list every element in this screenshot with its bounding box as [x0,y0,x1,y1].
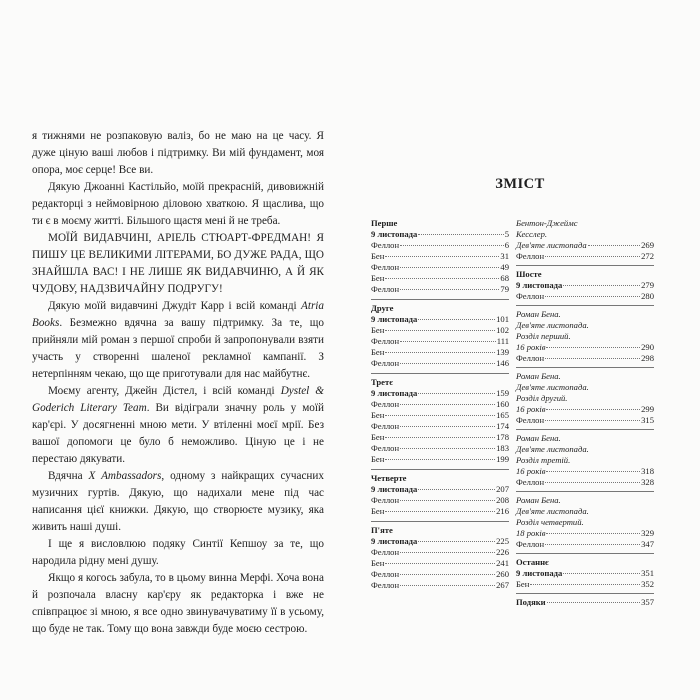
toc-entry-page: 208 [496,495,509,505]
toc-entry[interactable] [371,569,509,580]
toc-chapter-title: Роман Бена. [516,309,561,319]
toc-entry-label: Феллон [516,477,545,487]
toc-entry-label: Феллон [516,291,545,301]
toc-entry-label: 16 років [516,404,546,414]
toc-chapter-title: Роман Бена. [516,433,561,443]
toc-entry-label: Бен [371,432,385,442]
toc-entry-label: Бен [516,579,530,589]
divider [371,299,509,300]
toc-entry[interactable] [371,240,509,251]
toc-entry-page: 160 [496,399,509,409]
leader-dots [385,256,499,257]
leader-dots [418,541,495,542]
paragraph: МОЇЙ ВИДАВЧИНІ, АРІЕЛЬ СТЮАРТ-ФРЕДМАН! Я ПИШУ ЦЕ ВЕЛИКИМИ ЛІТЕРАМИ, БО ДУЖЕ РАДА, ЩО ЗНАЙШЛА ВАС! І НЕ ЛИШЕ ЯК ВИДАВЧИНЮ, А Й ЯК ЧУДОВУ, НАДЗВИЧАЙНУ ПОДРУГУ! [32,232,324,295]
toc-column-right [516,218,654,608]
toc-entry-label: Феллон [371,336,400,346]
toc-entry[interactable] [371,358,509,369]
divider [516,593,654,594]
toc-entry[interactable] [371,484,509,495]
toc-entry-page: 111 [496,336,509,346]
toc-entry-label: 9 листопада [516,280,563,290]
toc-entry-page: 347 [641,539,654,549]
toc-entry-label: Феллон [371,547,400,557]
toc-entry[interactable] [516,251,654,262]
leader-dots [400,404,495,405]
toc-entry-label: 9 листопада [371,314,418,324]
toc-entry[interactable] [516,291,654,302]
toc-entry[interactable] [371,251,509,262]
toc-entry-page: 199 [496,454,509,464]
toc-entry-label: Феллон [371,421,400,431]
toc-entry[interactable] [371,421,509,432]
toc-entry-label: Феллон [371,358,400,368]
toc-entry[interactable] [371,229,509,240]
toc-entry-label: Подяки [516,597,546,607]
divider [371,373,509,374]
toc-part-heading: Останнє [516,557,549,567]
toc-entry-label: 18 років [516,528,546,538]
leader-dots [400,341,496,342]
toc-entry-label: 16 років [516,466,546,476]
leader-dots [400,267,499,268]
divider [516,305,654,306]
toc-part [371,303,509,369]
toc-chapter-title: Дев'яте листопада. [516,444,589,454]
leader-dots [418,234,503,235]
toc-entry-page: 260 [496,569,509,579]
toc-entry-page: 279 [641,280,654,290]
toc-entry-page: 207 [496,484,509,494]
toc-chapter-title: Роман Бена. [516,371,561,381]
leader-dots [400,574,495,575]
leader-dots [400,585,495,586]
toc-entry[interactable] [371,454,509,465]
toc-entry[interactable] [516,539,654,550]
toc-entry[interactable] [516,568,654,579]
toc-part [371,473,509,517]
toc-title: ЗМІСТ [495,176,545,192]
toc-entry-page: 290 [641,342,654,352]
toc-entry-page: 5 [504,229,509,239]
toc-entry-page: 225 [496,536,509,546]
toc-entry-label: Бен [371,558,385,568]
paragraph: Дякую моїй видавчині Джудіт Карр і всій команді Atria Books. Безмежно вдячна за вашу підтримку. За те, що прийняли мій роман з першої спроби й запропонували взяти участь у створенні шаленої рекламної кампанії. З нетерпінням чекаю, що ще приготували для нас майбутнє. [32,300,324,380]
toc-entry-label: Бен [371,347,385,357]
leader-dots [546,409,640,410]
leader-dots [400,289,499,290]
toc-entry-page: 298 [641,353,654,363]
toc-entry-page: 68 [500,273,509,283]
toc-entry-page: 183 [496,443,509,453]
toc-entry-label: 16 років [516,342,546,352]
toc-entry-label: Феллон [371,443,400,453]
toc-entry[interactable] [371,506,509,517]
toc-entry-page: 146 [496,358,509,368]
paragraph: І ще я висловлюю подяку Синтії Кепшоу за те, що народила рідну мені душу. [32,538,324,567]
leader-dots [418,319,495,320]
toc-part-heading: Третє [371,377,393,387]
leader-dots [400,363,495,364]
toc-chapter-title: Розділ перший. [516,331,571,341]
leader-dots [400,426,495,427]
leader-dots [385,278,499,279]
leader-dots [385,459,495,460]
toc-chapter-title: Розділ другий. [516,393,568,403]
toc-entry-label: Бен [371,506,385,516]
leader-dots [418,393,495,394]
toc-entry-label: Феллон [371,240,400,250]
leader-dots [588,245,640,246]
divider [516,491,654,492]
toc-entry-page: 267 [496,580,509,590]
toc-chapter-title: Роман Бена. [516,495,561,505]
toc-entry-page: 101 [496,314,509,324]
toc-entry[interactable] [516,342,654,353]
leader-dots [545,256,640,257]
paragraph: Моєму агенту, Джейн Дістел, і всій команді Dystel & Goderich Literary Team. Ви відіграли значну роль у моїй кар'єрі. У досягненні мною мети. У втіленні моєї мрії. Без вашої допомоги це було б неможливо. Ціную це і не перестаю дякувати. [32,385,324,465]
toc-entry-page: 241 [496,558,509,568]
toc-entry-label: Феллон [516,251,545,261]
toc-entry-page: 165 [496,410,509,420]
divider [516,367,654,368]
toc-entry-label: Феллон [371,284,400,294]
toc-part-heading: Шосте [516,269,542,279]
leader-dots [385,437,495,438]
toc-entry-page: 139 [496,347,509,357]
leader-dots [530,584,640,585]
toc-entry-label: 9 листопада [516,568,563,578]
toc-entry-label: Бен [371,273,385,283]
leader-dots [547,602,640,603]
paragraph: Дякую Джоанні Кастільйо, моїй прекрасній, дивовижній редакторці з неймовірною діловою хваткою. Я щаслива, що ти є в моєму житті. Більшого щастя мені й не треба. [32,181,324,227]
toc-part-heading: Перше [371,218,398,228]
toc-part-heading: Друге [371,303,394,313]
toc-entry-label: 9 листопада [371,536,418,546]
leader-dots [563,573,640,574]
toc-entry[interactable] [516,597,654,608]
toc-entry-label: 9 листопада [371,229,418,239]
toc-entry[interactable] [516,404,654,415]
leader-dots [400,552,495,553]
toc-entry-label: Феллон [516,415,545,425]
divider [516,553,654,554]
toc-entry-page: 79 [500,284,509,294]
leader-dots [385,330,495,331]
toc-entry-label: Бен [371,251,385,261]
leader-dots [545,296,640,297]
toc-entry-page: 102 [496,325,509,335]
paragraph: Якщо я когось забула, то в цьому винна Мерфі. Хоча вона й розпочала власну кар'єру як редакторка і вже не співпрацює зі мною, я все одно звинувачуватиму її в усьому, що буде не так. Тому що вона завжди буде моєю сестрою. [32,572,324,635]
toc-entry-label: Феллон [516,539,545,549]
toc-entry-label: Феллон [516,353,545,363]
toc-column-left [371,218,509,595]
toc-entry[interactable] [371,536,509,547]
leader-dots [545,358,640,359]
toc-entry-label: 9 листопада [371,388,418,398]
leader-dots [385,563,495,564]
toc-entry[interactable] [516,466,654,477]
leader-dots [545,544,640,545]
toc-entry[interactable] [371,388,509,399]
toc-entry-label: Феллон [371,262,400,272]
leader-dots [385,352,495,353]
paragraph: Вдячна X Ambassadors, одному з найкращих сучасних музичних гуртів. Дякую, що надихали мене під час написання цієї книжки. Дякую, що створюєте музику, яка живить наші душі. [32,470,324,533]
toc-part-heading: П'яте [371,525,393,535]
toc-entry-page: 226 [496,547,509,557]
toc-entry-page: 315 [641,415,654,425]
toc-entry[interactable] [371,558,509,569]
divider [516,429,654,430]
toc-entry-page: 174 [496,421,509,431]
toc-chapter-title: Кесслер. [516,229,548,239]
toc-entry-page: 357 [641,597,654,607]
toc-entry[interactable] [371,580,509,591]
toc-entry[interactable] [371,336,509,347]
toc-entry[interactable] [516,415,654,426]
toc-part [371,218,509,295]
toc-chapter-title: Розділ четвертий. [516,517,584,527]
divider [371,521,509,522]
toc-entry[interactable] [371,443,509,454]
toc-entry-label: Бен [371,454,385,464]
divider [516,265,654,266]
toc-entry[interactable] [371,410,509,421]
paragraph: я тижнями не розпаковую валіз, бо не маю на це часу. Я дуже ціную ваші любов і підтримку. Ви мій фундамент, моя опора, моє серце! Все ви. [32,130,324,176]
toc-entry[interactable] [516,477,654,488]
toc-entry[interactable] [516,240,654,251]
divider [371,469,509,470]
toc-entry-label: Феллон [371,569,400,579]
leader-dots [546,471,640,472]
toc-entry-label: Феллон [371,399,400,409]
leader-dots [385,415,495,416]
leader-dots [400,500,495,501]
toc-chapter-title: Бентон-Джеймс [516,218,578,228]
toc-entry-page: 159 [496,388,509,398]
toc-entry-label: Бен [371,325,385,335]
toc-chapter-title: Розділ третій. [516,455,571,465]
toc-entry-page: 280 [641,291,654,301]
toc-entry[interactable] [371,547,509,558]
toc-chapter-title: Дев'яте листопада. [516,382,589,392]
toc-entry-page: 352 [641,579,654,589]
toc-entry[interactable] [371,284,509,295]
toc-entry-label: Бен [371,410,385,420]
toc-chapter-title: Дев'яте листопада. [516,320,589,330]
toc-entry-page: 49 [500,262,509,272]
acknowledgements-text [32,128,324,638]
toc-entry-page: 178 [496,432,509,442]
toc-part [371,377,509,465]
toc-entry-page: 269 [641,240,654,250]
leader-dots [400,245,504,246]
toc-entry[interactable] [371,273,509,284]
toc-entry-page: 328 [641,477,654,487]
toc-chapter-title: Дев'яте листопада. [516,506,589,516]
leader-dots [563,285,640,286]
toc-entry[interactable] [516,353,654,364]
toc-entry-label: Феллон [371,580,400,590]
toc-entry-label: 9 листопада [371,484,418,494]
leader-dots [545,420,640,421]
toc-entry[interactable] [371,314,509,325]
toc-entry-page: 6 [504,240,509,250]
toc-entry[interactable] [516,528,654,539]
toc-entry-label: Дев'яте листопада [516,240,587,250]
toc-entry-page: 351 [641,568,654,578]
toc-entry-label: Феллон [371,495,400,505]
toc-part-heading: Четверте [371,473,407,483]
toc-entry-page: 272 [641,251,654,261]
leader-dots [400,448,495,449]
leader-dots [546,533,640,534]
toc-entry[interactable] [371,432,509,443]
leader-dots [385,511,495,512]
toc-entry[interactable] [371,262,509,273]
toc-entry-page: 299 [641,404,654,414]
toc-entry-page: 31 [500,251,509,261]
toc-entry[interactable] [371,399,509,410]
toc-entry-page: 318 [641,466,654,476]
leader-dots [418,489,495,490]
toc-entry-page: 329 [641,528,654,538]
toc-entry[interactable] [516,579,654,590]
toc-part [371,525,509,591]
toc-entry-page: 216 [496,506,509,516]
toc-entry[interactable] [371,495,509,506]
leader-dots [545,482,640,483]
toc-entry[interactable] [516,280,654,291]
leader-dots [546,347,640,348]
toc-entry[interactable] [371,325,509,336]
toc-entry[interactable] [371,347,509,358]
